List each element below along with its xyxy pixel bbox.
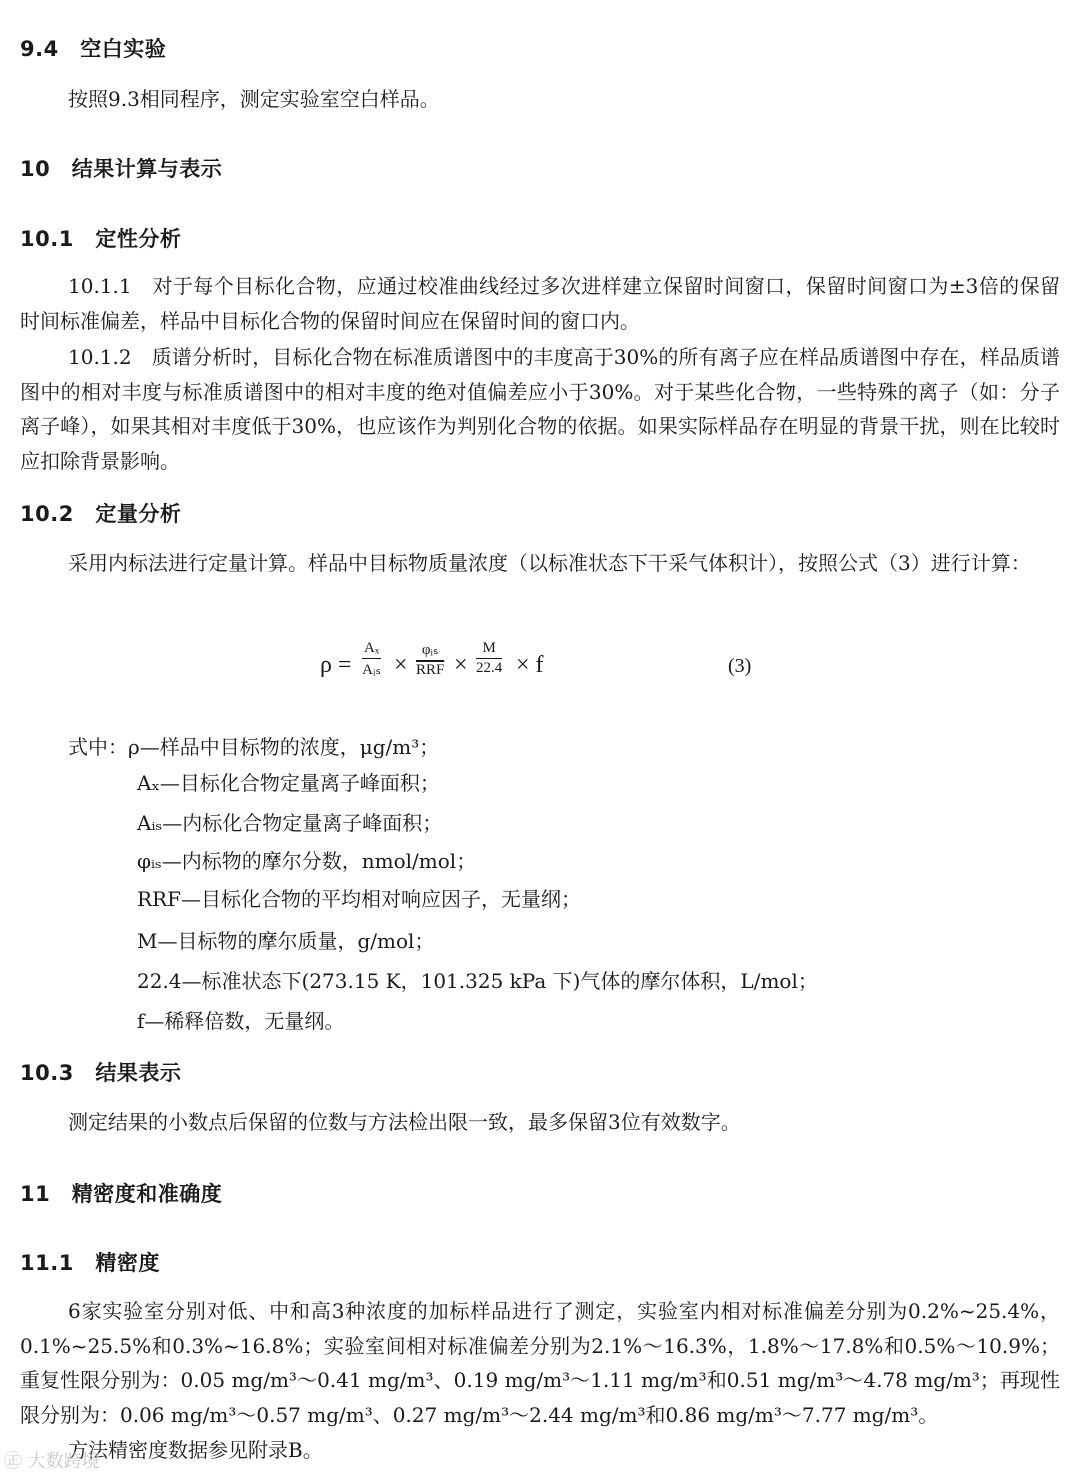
legend-item: 22.4—标准状态下(273.15 K，101.325 kPa 下)气体的摩尔体积，L/mol；: [137, 969, 818, 993]
fraction-numerator: Aₓ: [362, 640, 381, 659]
fraction-denominator: 22.4: [476, 660, 503, 676]
watermark: ㊣ 大数跨境: [4, 1451, 100, 1472]
legend-item: RRF—目标化合物的平均相对响应因子，无量纲；: [137, 887, 581, 911]
paragraph-9-4: 按照9.3相同程序，测定实验室空白样品。: [68, 87, 440, 111]
heading-11-1: 11.1 精密度: [20, 1251, 160, 1275]
paragraph-10-2: 采用内标法进行定量计算。样品中目标物质量浓度（以标准状态下干采气体积计），按照公式（3）进行计算：: [68, 551, 1031, 575]
equation-number: (3): [728, 655, 752, 677]
legend-item: Aₓ—目标化合物定量离子峰面积；: [137, 771, 440, 795]
heading-10-3: 10.3 结果表示: [20, 1061, 182, 1085]
heading-10-2: 10.2 定量分析: [20, 502, 182, 526]
formula-3: [320, 640, 780, 696]
fraction-phi-rrf: [416, 640, 444, 679]
paragraph-11-1: 6家实验室分别对低、中和高3种浓度的加标样品进行了测定，实验室内相对标准偏差分别为0.2%~25.4%，0.1%~25.5%和0.3%~16.8%；实验室间相对标准偏差分别为2.1%～16.3%，1.8%～17.8%和0.5%～10.9%；重复性限分别为：0.05 mg/m³～0.41 mg/m³、0.19 mg/m³～1.11 mg/m³和0.51 mg/m³～4.78 mg/m³；再现性限分别为：0.06 mg/m³～0.57 mg/m³、0.27 mg/m³～2.44 mg/m³和0.86 mg/m³～7.77 mg/m³。: [20, 1299, 1060, 1427]
legend-item: f—稀释倍数，无量纲。: [137, 1009, 345, 1033]
legend-intro: 式中：ρ—样品中目标物的浓度，μg/m³；: [68, 735, 440, 759]
fraction-denominator: $\overline{RRF}$: [416, 662, 445, 678]
heading-10-1: 10.1 定性分析: [20, 227, 182, 251]
fraction-numerator: φᵢₛ: [416, 640, 444, 661]
paragraph-10-1-2: 10.1.2 质谱分析时，目标化合物在标准质谱图中的丰度高于30%的所有离子应在样品质谱图中存在，样品质谱图中的相对丰度与标准质谱图中的相对丰度的绝对值偏差应小于30%。对于某些化合物，一些特殊的离子（如：分子离子峰），如果其相对丰度低于30%，也应该作为判别化合物的依据。如果实际样品存在明显的背景干扰，则在比较时应扣除背景影响。: [20, 345, 1060, 473]
heading-9-4: 9.4 空白实验: [20, 37, 167, 61]
times-sign: ×: [454, 652, 468, 678]
legend-item: Aᵢₛ—内标化合物定量离子峰面积；: [137, 811, 443, 835]
heading-11: 11 精密度和准确度: [20, 1182, 223, 1206]
times-sign: ×: [394, 652, 408, 678]
paragraph-11-1-tail: 方法精密度数据参见附录B。: [68, 1438, 323, 1462]
paragraph-10-1-1: 10.1.1 对于每个目标化合物，应通过校准曲线经过多次进样建立保留时间窗口，保留时间窗口为±3倍的保留时间标准偏差，样品中目标化合物的保留时间应在保留时间的窗口内。: [20, 274, 1060, 333]
fraction-ax-ais: [362, 640, 381, 679]
fraction-m-224: [476, 640, 502, 677]
legend-item: M—目标物的摩尔质量，g/mol；: [137, 929, 435, 953]
legend-item: φᵢₛ—内标物的摩尔分数，nmol/mol；: [137, 849, 477, 873]
formula-tail: × f: [516, 652, 544, 678]
fraction-numerator: M: [476, 640, 502, 659]
fraction-denominator: Aᵢₛ: [362, 662, 382, 678]
formula-lhs: ρ =: [320, 652, 352, 678]
heading-10: 10 结果计算与表示: [20, 157, 223, 181]
paragraph-10-3: 测定结果的小数点后保留的位数与方法检出限一致，最多保留3位有效数字。: [68, 1110, 741, 1134]
